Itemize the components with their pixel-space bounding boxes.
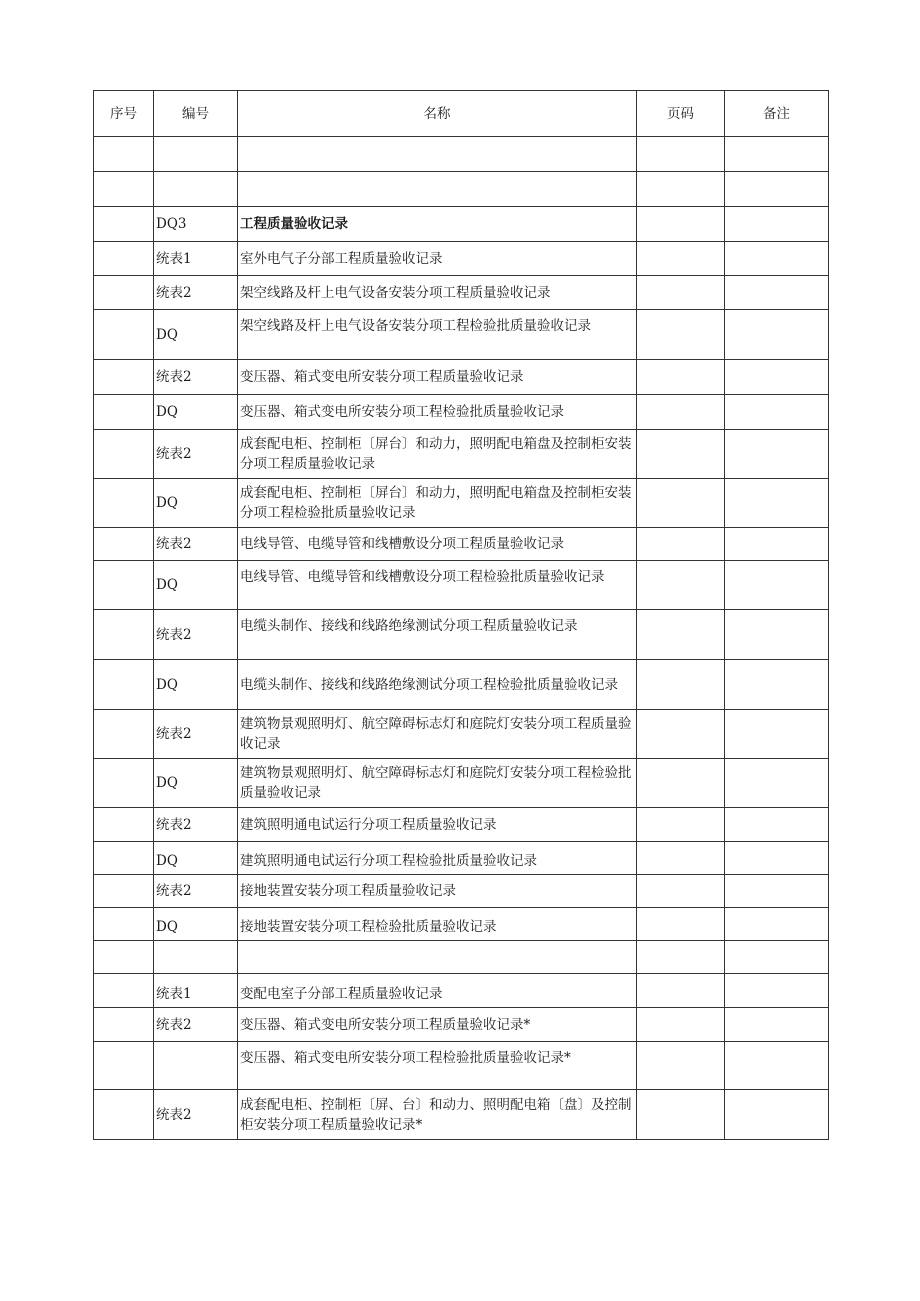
cell-code: DQ	[154, 759, 238, 808]
cell-code	[154, 941, 238, 974]
cell-code: 统表2	[154, 430, 238, 479]
cell-name: 变压器、箱式变电所安装分项工程检验批质量验收记录	[238, 395, 637, 430]
header-row	[94, 91, 829, 137]
table-row	[94, 974, 829, 1008]
table-row	[94, 842, 829, 875]
cell-name	[238, 172, 637, 207]
cell-page	[637, 360, 725, 395]
cell-code	[154, 1042, 238, 1090]
cell-name	[238, 941, 637, 974]
cell-page	[637, 974, 725, 1008]
table-row	[94, 172, 829, 207]
cell-code	[154, 172, 238, 207]
table-row	[94, 207, 829, 242]
table-row	[94, 360, 829, 395]
header-seq: 序号	[94, 91, 154, 137]
table-row	[94, 759, 829, 808]
cell-name: 接地装置安装分项工程质量验收记录	[238, 875, 637, 908]
cell-page	[637, 875, 725, 908]
cell-page	[637, 276, 725, 310]
cell-code: 统表2	[154, 808, 238, 842]
cell-code: 统表2	[154, 360, 238, 395]
table-row	[94, 479, 829, 528]
cell-code: 统表2	[154, 710, 238, 759]
index-table	[93, 90, 829, 1140]
cell-page	[637, 207, 725, 242]
cell-remark	[725, 207, 829, 242]
cell-seq	[94, 430, 154, 479]
cell-remark	[725, 242, 829, 276]
cell-seq	[94, 710, 154, 759]
cell-seq	[94, 561, 154, 610]
cell-name: 架空线路及杆上电气设备安装分项工程质量验收记录	[238, 276, 637, 310]
cell-page	[637, 710, 725, 759]
cell-code: 统表2	[154, 875, 238, 908]
cell-code: DQ	[154, 908, 238, 941]
table-row	[94, 1008, 829, 1042]
cell-code: 统表2	[154, 528, 238, 561]
cell-page	[637, 430, 725, 479]
cell-seq	[94, 759, 154, 808]
cell-page	[637, 528, 725, 561]
cell-seq	[94, 875, 154, 908]
cell-remark	[725, 479, 829, 528]
cell-name: 电缆头制作、接线和线路绝缘测试分项工程质量验收记录	[238, 610, 637, 660]
cell-seq	[94, 941, 154, 974]
cell-remark	[725, 660, 829, 710]
cell-remark	[725, 941, 829, 974]
table-row	[94, 610, 829, 660]
cell-name	[238, 137, 637, 172]
cell-page	[637, 1042, 725, 1090]
cell-name: 室外电气子分部工程质量验收记录	[238, 242, 637, 276]
cell-seq	[94, 974, 154, 1008]
table-row	[94, 808, 829, 842]
table-row	[94, 276, 829, 310]
cell-remark	[725, 430, 829, 479]
cell-page	[637, 1008, 725, 1042]
cell-seq	[94, 1008, 154, 1042]
table-row	[94, 137, 829, 172]
cell-page	[637, 561, 725, 610]
cell-page	[637, 908, 725, 941]
cell-code: DQ	[154, 842, 238, 875]
header-code: 编号	[154, 91, 238, 137]
cell-remark	[725, 276, 829, 310]
cell-name: 电缆头制作、接线和线路绝缘测试分项工程检验批质量验收记录	[238, 660, 637, 710]
cell-seq	[94, 395, 154, 430]
cell-name: 成套配电柜、控制柜〔屏台〕和动力，照明配电箱盘及控制柜安装分项工程检验批质量验收记录	[238, 479, 637, 528]
cell-remark	[725, 759, 829, 808]
cell-seq	[94, 610, 154, 660]
cell-code: DQ3	[154, 207, 238, 242]
cell-seq	[94, 172, 154, 207]
cell-remark	[725, 808, 829, 842]
cell-remark	[725, 1090, 829, 1140]
table-row	[94, 395, 829, 430]
cell-seq	[94, 660, 154, 710]
cell-name: 建筑照明通电试运行分项工程检验批质量验收记录	[238, 842, 637, 875]
table-row	[94, 941, 829, 974]
table-row	[94, 875, 829, 908]
cell-name: 变压器、箱式变电所安装分项工程质量验收记录	[238, 360, 637, 395]
table-row	[94, 660, 829, 710]
cell-name: 成套配电柜、控制柜〔屏台〕和动力，照明配电箱盘及控制柜安装分项工程质量验收记录	[238, 430, 637, 479]
cell-name: 成套配电柜、控制柜〔屏、台〕和动力、照明配电箱〔盘〕及控制柜安装分项工程质量验收记录*	[238, 1090, 637, 1140]
cell-name: 变压器、箱式变电所安装分项工程质量验收记录*	[238, 1008, 637, 1042]
table-row	[94, 1042, 829, 1090]
cell-page	[637, 842, 725, 875]
cell-remark	[725, 310, 829, 360]
cell-remark	[725, 610, 829, 660]
cell-page	[637, 310, 725, 360]
cell-name: 建筑照明通电试运行分项工程质量验收记录	[238, 808, 637, 842]
cell-page	[637, 479, 725, 528]
table-row	[94, 528, 829, 561]
cell-seq	[94, 207, 154, 242]
cell-code: DQ	[154, 395, 238, 430]
cell-page	[637, 1090, 725, 1140]
table-row	[94, 310, 829, 360]
cell-seq	[94, 276, 154, 310]
cell-seq	[94, 360, 154, 395]
cell-remark	[725, 1042, 829, 1090]
cell-name: 变压器、箱式变电所安装分项工程检验批质量验收记录*	[238, 1042, 637, 1090]
cell-name: 工程质量验收记录	[238, 207, 637, 242]
cell-seq	[94, 528, 154, 561]
cell-remark	[725, 528, 829, 561]
cell-code: 统表1	[154, 974, 238, 1008]
cell-name: 电线导管、电缆导管和线槽敷设分项工程质量验收记录	[238, 528, 637, 561]
cell-code	[154, 137, 238, 172]
cell-page	[637, 242, 725, 276]
cell-code: 统表2	[154, 610, 238, 660]
cell-remark	[725, 842, 829, 875]
cell-code: 统表2	[154, 1008, 238, 1042]
cell-remark	[725, 137, 829, 172]
cell-seq	[94, 479, 154, 528]
cell-page	[637, 172, 725, 207]
cell-remark	[725, 395, 829, 430]
cell-seq	[94, 908, 154, 941]
cell-page	[637, 759, 725, 808]
header-name: 名称	[238, 91, 637, 137]
cell-page	[637, 137, 725, 172]
cell-code: 统表2	[154, 276, 238, 310]
cell-page	[637, 395, 725, 430]
cell-code: DQ	[154, 479, 238, 528]
cell-remark	[725, 710, 829, 759]
table-row	[94, 1090, 829, 1140]
cell-seq	[94, 137, 154, 172]
table-row	[94, 710, 829, 759]
cell-name: 接地装置安装分项工程检验批质量验收记录	[238, 908, 637, 941]
cell-name: 电线导管、电缆导管和线槽敷设分项工程检验批质量验收记录	[238, 561, 637, 610]
table-row	[94, 242, 829, 276]
table-row	[94, 561, 829, 610]
cell-code: DQ	[154, 660, 238, 710]
header-page: 页码	[637, 91, 725, 137]
cell-remark	[725, 908, 829, 941]
cell-name: 架空线路及杆上电气设备安装分项工程检验批质量验收记录	[238, 310, 637, 360]
cell-name: 建筑物景观照明灯、航空障碍标志灯和庭院灯安装分项工程检验批质量验收记录	[238, 759, 637, 808]
cell-code: DQ	[154, 561, 238, 610]
cell-page	[637, 808, 725, 842]
cell-seq	[94, 242, 154, 276]
cell-name: 建筑物景观照明灯、航空障碍标志灯和庭院灯安装分项工程质量验收记录	[238, 710, 637, 759]
cell-code: 统表2	[154, 1090, 238, 1140]
table-row	[94, 430, 829, 479]
cell-remark	[725, 1008, 829, 1042]
cell-name: 变配电室子分部工程质量验收记录	[238, 974, 637, 1008]
cell-remark	[725, 172, 829, 207]
cell-seq	[94, 842, 154, 875]
table-row	[94, 908, 829, 941]
cell-seq	[94, 808, 154, 842]
cell-page	[637, 941, 725, 974]
cell-code: 统表1	[154, 242, 238, 276]
cell-code: DQ	[154, 310, 238, 360]
cell-remark	[725, 974, 829, 1008]
cell-remark	[725, 360, 829, 395]
cell-page	[637, 610, 725, 660]
cell-remark	[725, 875, 829, 908]
header-remark: 备注	[725, 91, 829, 137]
cell-page	[637, 660, 725, 710]
cell-seq	[94, 310, 154, 360]
cell-seq	[94, 1042, 154, 1090]
cell-remark	[725, 561, 829, 610]
cell-seq	[94, 1090, 154, 1140]
